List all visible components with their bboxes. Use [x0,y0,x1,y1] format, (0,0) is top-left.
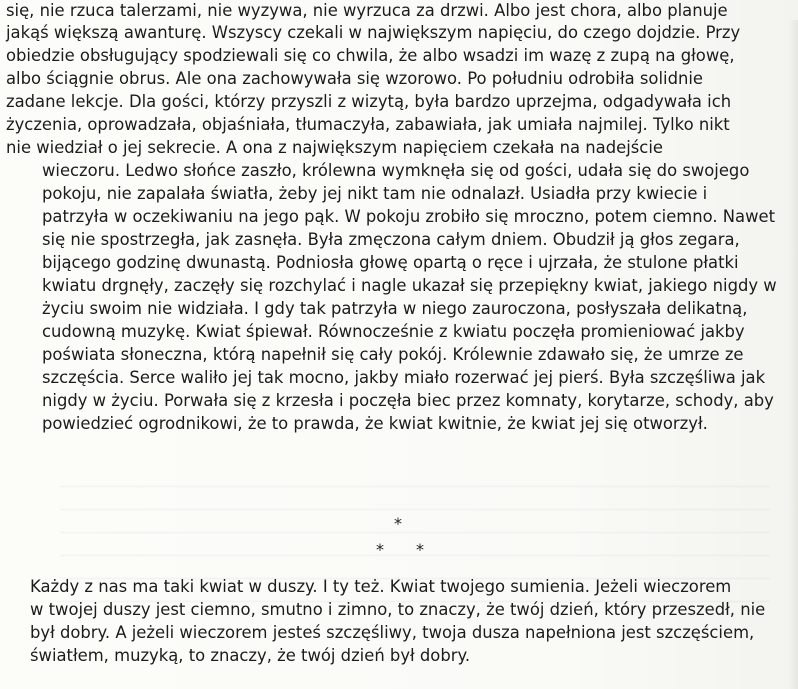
text-line: nie wiedział o jej sekrecie. A ona z największym napięciem czekała na nadejście [6,138,663,157]
separator-star: * [416,540,424,559]
text-line: w twojej duszy jest ciemno, smutno i zimno, to znaczy, że twój dzień, który przeszedł, nie [30,600,766,619]
text-line: życzenia, oprowadzała, objaśniała, tłumaczyła, zabawiała, jak umiała najmilej. Tylko nikt [6,115,730,134]
text-line: albo ściągnie obrus. Ale ona zachowywała się wzorowo. Po południu odrobiła solidnie [6,69,703,88]
text-line: powiedzieć ogrodnikowi, że to prawda, że kwiat kwitnie, że kwiat jej się otworzył. [42,414,708,433]
text-line: jakąś większą awanturę. Wszyscy czekali w największym napięciu, do czego dojdzie. Przy [6,23,741,42]
text-line: wieczoru. Ledwo słońce zaszło, królewna wymknęła się od gości, udała się do swojego [42,161,750,180]
text-line: patrzyła w oczekiwaniu na jego pąk. W pokoju zrobiło się mroczno, potem ciemno. Nawet [42,207,776,226]
text-line: się nie spostrzegła, jak zasnęła. Była zmęczona całym dniem. Obudził ją głos zegara, [42,230,740,249]
section-separator [372,516,432,562]
paper-edge-shadow [788,20,798,689]
text-line: Każdy z nas ma taki kwiat w duszy. I ty też. Kwiat twojego sumienia. Jeżeli wieczorem [30,577,732,596]
separator-star: * [376,540,384,559]
text-line: się, nie rzuca talerzami, nie wyzywa, nie wyrzuca za drzwi. Albo jest chora, albo planuje [6,1,728,20]
text-line: poświata słoneczna, którą napełnił się cały pokój. Królewnie zdawało się, że umrze ze [42,345,744,364]
text-line: życiu swoim nie widziała. I gdy tak patrzyła w niego zauroczona, posłyszała delikatną, [42,299,748,318]
text-line: nigdy w życiu. Porwała się z krzesła i poczęła biec przez komnaty, korytarze, schody, aby [42,391,774,410]
text-line: światłem, muzyką, to znaczy, że twój dzień był dobry. [30,646,471,665]
text-line: zadane lekcje. Dla gości, którzy przyszli z wizytą, była bardzo uprzejma, odgadywała ich [6,92,732,111]
text-line: pokoju, nie zapalała światła, żeby jej nikt tam nie odnalazł. Usiadła przy kwiecie i [42,184,708,203]
text-line: był dobry. A jeżeli wieczorem jesteś szczęśliwy, twoja dusza napełniona jest szczęściem, [30,623,755,642]
text-line: bijącego godzinę dwunastą. Podniosła głowę opartą o ręce i ujrzała, że stulone płatki [42,253,739,272]
text-line: cudowną muzykę. Kwiat śpiewał. Równocześnie z kwiatu poczęła promieniować jakby [42,322,745,341]
text-line: szczęścia. Serce waliło jej tak mocno, jakby miało rozerwać jej pierś. Była szczęśliwa jak [42,368,766,387]
text-line: obiedzie obsługujący spodziewali się co chwila, że albo wsadzi im wazę z zupą na głowę, [6,46,735,65]
text-line: kwiatu drgnęły, zaczęły się rozchylać i nagle ukazał się przepiękny kwiat, jakiego nigdy w [42,276,777,295]
separator-star: * [394,514,402,533]
